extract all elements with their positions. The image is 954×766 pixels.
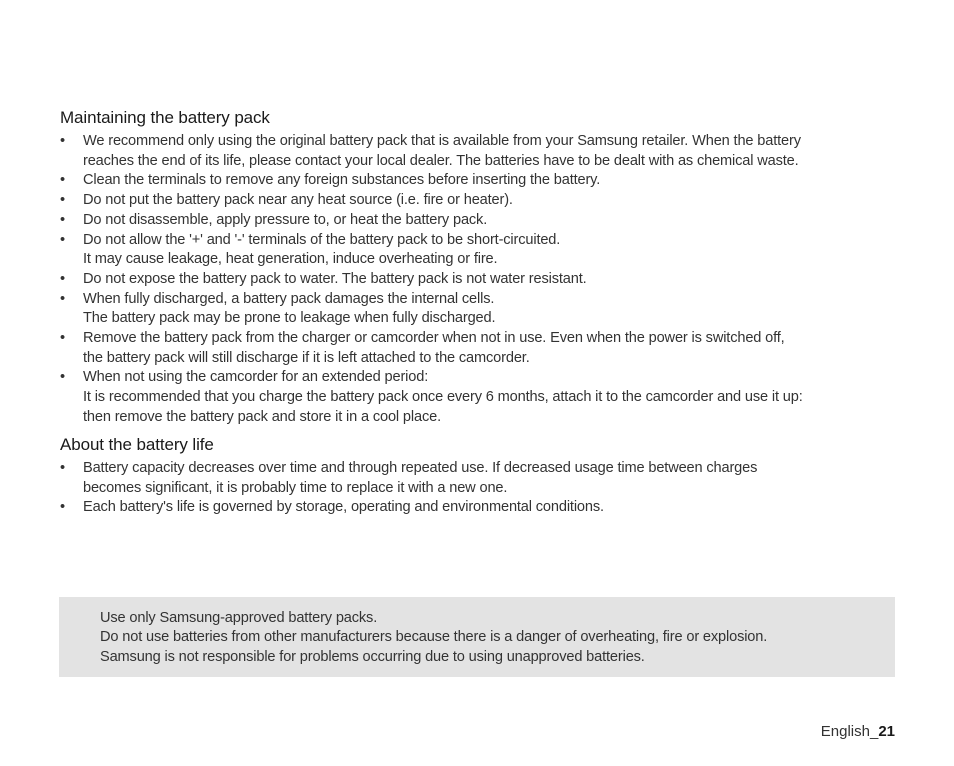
list-item	[60, 459, 910, 498]
list-item-text: Do not expose the battery pack to water. The battery pack is not water resistant.	[83, 270, 587, 287]
list-item-text: Each battery's life is governed by storage, operating and environmental conditions.	[83, 499, 604, 516]
list-item	[60, 211, 910, 231]
list-item-text: Do not disassemble, apply pressure to, or heat the battery pack.	[83, 211, 488, 228]
bullet-dot: •	[60, 192, 65, 209]
note-box	[59, 597, 895, 677]
section-title-battery-life: About the battery life	[60, 435, 214, 454]
list-item	[60, 290, 910, 329]
list-item-text: Do not put the battery pack near any heat source (i.e. fire or heater).	[83, 192, 513, 209]
note-line: Use only Samsung-approved battery packs.	[100, 610, 378, 626]
list-item-text: When fully discharged, a battery pack damages the internal cells.	[83, 290, 495, 307]
bullet-dot: •	[60, 172, 65, 189]
bullet-dot: •	[60, 231, 65, 248]
list-item	[60, 231, 910, 270]
footer-language: English_	[820, 723, 879, 740]
list-item-text: We recommend only using the original battery pack that is available from your Samsung retailer. When the battery	[83, 133, 801, 149]
list-item	[60, 498, 910, 518]
list-item-text: then remove the battery pack and store it in a cool place.	[83, 408, 441, 425]
list-item-text: It may cause leakage, heat generation, induce overheating or fire.	[83, 251, 498, 268]
list-item-text: Battery capacity decreases over time and through repeated use. If decreased usage time between charges	[83, 460, 758, 476]
list-item-text: becomes significant, it is probably time to replace it with a new one.	[83, 479, 508, 496]
list-item-text: Clean the terminals to remove any foreign substances before inserting the battery.	[83, 172, 601, 189]
bullet-dot: •	[60, 369, 65, 386]
page-number: 21	[878, 723, 895, 740]
section-title-maintaining: Maintaining the battery pack	[60, 108, 270, 127]
list-item-text: The battery pack may be prone to leakage when fully discharged.	[83, 310, 496, 327]
list-item-text: When not using the camcorder for an extended period:	[83, 369, 429, 386]
bullet-dot: •	[60, 460, 65, 476]
list-item	[60, 329, 910, 368]
list-item	[60, 191, 910, 211]
list-item-text: It is recommended that you charge the battery pack once every 6 months, attach it to the camcorder and use it up:	[83, 389, 803, 406]
bullet-dot: •	[60, 499, 65, 516]
bullet-dot: •	[60, 211, 65, 228]
bullet-dot: •	[60, 330, 65, 347]
battery-life-bullet-list	[60, 459, 910, 518]
list-item-text: the battery pack will still discharge if it is left attached to the camcorder.	[83, 349, 530, 366]
list-item-text: Remove the battery pack from the charger or camcorder when not in use. Even when the power is switched off,	[83, 330, 785, 347]
maintaining-bullet-list	[60, 132, 910, 428]
bullet-dot: •	[60, 290, 65, 307]
note-line: Samsung is not responsible for problems occurring due to using unapproved batteries.	[100, 648, 645, 665]
bullet-dot: •	[60, 270, 65, 287]
bullet-dot: •	[60, 133, 65, 149]
list-item	[60, 368, 910, 427]
list-item	[60, 171, 910, 191]
list-item	[60, 270, 910, 290]
list-item-text: reaches the end of its life, please contact your local dealer. The batteries have to be dealt with as chemical waste.	[83, 152, 799, 169]
list-item-text: Do not allow the '+' and '-' terminals of the battery pack to be short-circuited.	[83, 231, 561, 248]
list-item	[60, 132, 910, 171]
page-footer	[821, 723, 895, 740]
note-line: Do not use batteries from other manufacturers because there is a danger of overheating, fire or explosion.	[100, 629, 768, 646]
